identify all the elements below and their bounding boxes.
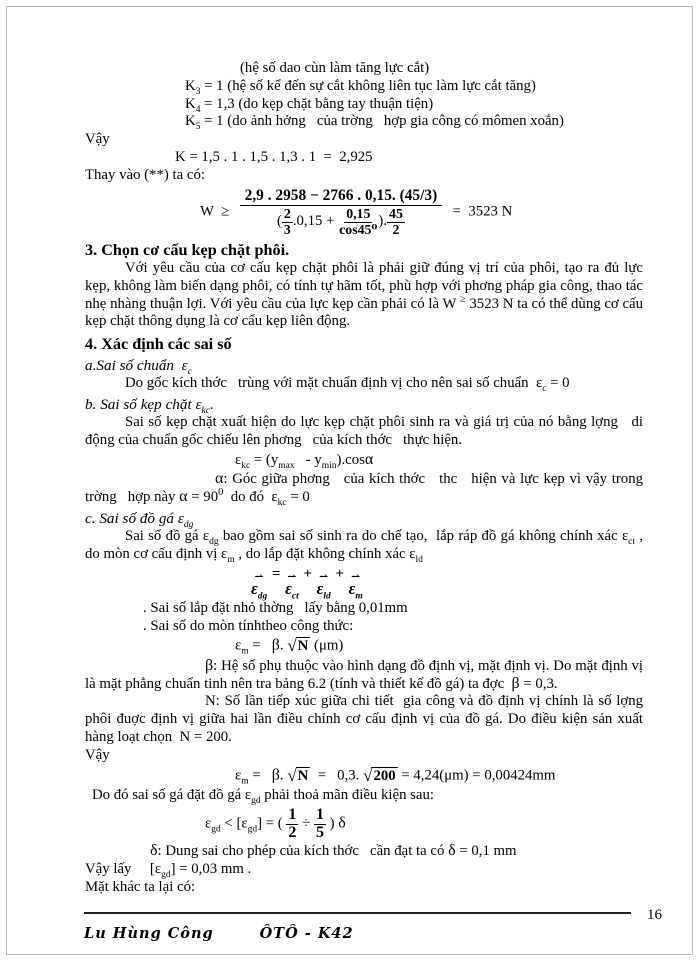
text-run: = 90	[187, 489, 219, 506]
substitute-line	[85, 167, 643, 185]
vector-arrow: ⇀	[319, 571, 329, 584]
k5-line	[185, 113, 643, 131]
fraction	[387, 207, 405, 237]
text-run: ] = 0,03 mm .	[170, 861, 252, 878]
text-run: ε	[195, 396, 202, 414]
greek-symbol: β	[271, 766, 280, 784]
radicand: N	[297, 767, 309, 784]
text-run: .	[279, 767, 288, 784]
fraction-numerator: 0,15	[346, 206, 371, 222]
subscript: m	[241, 646, 249, 657]
vector-arrow: ⇀	[287, 571, 297, 584]
text-run: ε	[174, 357, 188, 375]
vay-line-1	[85, 131, 643, 149]
fraction	[286, 807, 298, 842]
formula-egd-condition	[205, 807, 643, 842]
subscript: ld	[323, 591, 331, 602]
text-run: ] = (	[257, 815, 287, 832]
footer-signature-row	[84, 925, 662, 942]
vector-base	[285, 579, 299, 602]
vector-epsilon	[348, 571, 363, 602]
text-run: ε	[235, 637, 242, 654]
text-run: = 0,3.	[519, 675, 558, 692]
subscript: ld	[415, 554, 423, 565]
square-root	[363, 767, 398, 785]
subscript: kc	[277, 498, 287, 509]
subscript: max	[278, 460, 295, 471]
section-3-paragraph	[85, 260, 647, 331]
text-run: = (y	[250, 451, 279, 468]
square-root	[287, 767, 310, 785]
epsilon: ε	[251, 579, 258, 599]
radical-sign: √	[287, 765, 297, 785]
wear-error-note	[143, 618, 643, 636]
greek-symbol: β	[271, 636, 280, 654]
subscript: min	[321, 460, 337, 471]
subscript: 4	[195, 104, 201, 115]
k2-note-line	[240, 60, 643, 78]
italic-text-run: c. Sai số đồ gá	[85, 510, 178, 528]
text-run: ε	[177, 510, 184, 528]
text-run: Sai số kẹp chặt xuất hiện do lực kẹp chặt phôi sinh ra và giá trị của nó bằng lợng di động của chuẩn gốc chiếu lên phơng của kích thớc thực hiện.	[85, 414, 647, 448]
text-run: 3. Chọn cơ cấu kẹp chặt phôi.	[85, 241, 290, 260]
k-product-line	[175, 149, 643, 167]
text-run: K	[185, 113, 196, 130]
text-run: : Dung sai cho phép của kích thớc cần đạt ta có	[157, 843, 449, 860]
text-run: , do mòn cơ cấu định vị ε	[85, 528, 647, 562]
k3-line	[185, 78, 643, 96]
vector-epsilon	[285, 571, 299, 602]
text-run: = 0,1 mm	[455, 843, 517, 860]
text-run: 4. Xác định các sai số	[85, 335, 232, 354]
text-run: = 1 (hệ số kể đến sự cắt không liên tục làm lực cắt tăng)	[200, 77, 536, 94]
text-run: .	[279, 637, 288, 654]
text-run: .0,15 +	[292, 213, 339, 230]
text-run: ε	[235, 767, 242, 784]
subsection-a-paragraph	[85, 375, 643, 393]
text-run: )	[325, 815, 339, 832]
text-run: 3523 N ta có thể dùng cơ cấu kẹp chặt thông dụng là cơ cấu kẹp liên động.	[85, 295, 647, 330]
text-run: Do đó sai số gá đặt đồ gá ε	[92, 786, 252, 803]
subsection-c-paragraph	[85, 528, 647, 565]
section-3-heading	[85, 240, 643, 260]
subsection-a-heading	[85, 356, 643, 378]
k4-line	[185, 96, 643, 114]
text-run: N: Số lần tiếp xúc giữa chi tiết gia công và đồ định vị chính là số lợng phôi đuợc định vị giữa hai lần điều chỉnh cơ cấu định vị của đồ gá. Do điều kiện sản xuất hàng loạt chọn N = 200.	[85, 693, 655, 745]
vector-base	[316, 579, 331, 602]
text-run: Thay vào (**) ta có:	[85, 166, 205, 183]
greek-symbol: β	[205, 656, 214, 674]
radical-sign: √	[363, 765, 373, 785]
vector-epsilon	[316, 571, 331, 602]
subscript: dg	[209, 536, 219, 547]
subscript: dg	[257, 591, 268, 602]
bold-text-run: +	[331, 565, 348, 582]
subscript: m	[227, 554, 235, 565]
formula-ekc	[235, 452, 643, 470]
displayed-fraction-denominator	[277, 206, 405, 237]
text-run: =	[248, 767, 272, 784]
class-tag: ÔTÔ - K42	[259, 925, 354, 942]
text-run: : Hệ số phụ thuộc vào hình dạng đồ định vị, mặt định vị. Do mặt định vị là mặt phẳng chuẩn tinh nên tra bảng 6.2 (tính và thiết kế đồ gá) ta đợc	[85, 657, 647, 692]
vector-arrow: ⇀	[351, 571, 361, 584]
fraction-numerator: 1	[288, 805, 297, 823]
text-run: ).cos	[336, 451, 365, 468]
text-run: (μm)	[310, 637, 344, 654]
radical-sign: √	[287, 636, 297, 656]
text-run: . Sai số lắp đặt nhỏ thờng lấy bằng 0,01mm	[143, 599, 408, 616]
greek-symbol: δ	[448, 842, 456, 860]
text-run: = 0,3.	[310, 767, 364, 784]
fraction-denominator: cos45⁰	[339, 221, 378, 237]
beta-note-paragraph	[85, 656, 647, 694]
subscript: m	[355, 591, 363, 602]
italic-text-run: .	[209, 396, 214, 414]
fraction	[282, 207, 293, 237]
vector-base	[348, 579, 363, 602]
epsilon: ε	[348, 579, 356, 599]
superscript: 0	[218, 487, 224, 499]
subsection-c-heading	[85, 509, 643, 531]
subscript: ct	[628, 536, 636, 547]
italic-text-run: a.Sai số chuẩn	[85, 357, 175, 375]
subscript: gd	[247, 824, 258, 835]
vector-base	[251, 579, 268, 602]
mat-khac-line	[85, 879, 643, 897]
greek-symbol: δ	[150, 842, 158, 860]
epsilon: ε	[285, 579, 292, 599]
text-run: Với yêu cầu của cơ cấu kẹp chặt phôi là phải giữ đúng vị trí của phôi, tạo ra đủ lực kẹp, không làm biến dạng phôi, có tính tự hãm tốt, phù hợp với phơng pháp gia công, thao tác nhẹ nhàng thuận lợi. Với yêu cầu của lực kẹp cần phải có là W	[85, 260, 647, 312]
page-footer	[84, 907, 662, 942]
greek-symbol: α	[364, 450, 374, 468]
subscript: c	[542, 384, 547, 395]
superscript: ≥	[459, 293, 466, 305]
subscript: kc	[201, 406, 210, 417]
author-signature: Lu Hùng Công	[84, 925, 214, 942]
text-run: ÷	[298, 815, 314, 832]
fraction-denominator: 2	[288, 823, 297, 841]
text-run: (hệ số dao cùn làm tăng lực cắt)	[240, 60, 430, 76]
subscript: gd	[161, 870, 171, 881]
fraction-denominator: 5	[315, 823, 324, 841]
subsection-b-paragraph	[85, 414, 647, 450]
text-run: = 1,3 (do kẹp chặt bằng tay thuận tiện)	[200, 95, 434, 112]
page-number: 16	[647, 907, 662, 923]
greek-symbol: δ	[338, 814, 346, 832]
displayed-fraction-numerator	[240, 187, 443, 207]
bold-text-run: +	[299, 565, 316, 582]
square-root	[287, 637, 310, 655]
text-run: bao gồm sai số sinh ra do chế tạo, lắp ráp đồ gá không chính xác ε	[218, 528, 629, 545]
section-4-heading	[85, 334, 643, 354]
vay-line-2	[85, 747, 643, 765]
vector-epsilon	[251, 571, 268, 602]
subscript: kc	[241, 460, 251, 471]
text-run: : Góc giữa phơng của kích thớc thc hiện và lực kẹp vì vậy trong trờng hợp này	[85, 471, 647, 506]
text-run: - y	[294, 451, 322, 468]
fraction	[338, 207, 378, 237]
subscript: ct	[291, 591, 299, 602]
text-run: =	[248, 637, 272, 654]
text-run: (	[276, 213, 282, 230]
text-run: do đó ε	[223, 489, 278, 506]
fraction-numerator: 45	[389, 206, 403, 222]
alpha-note-paragraph	[85, 470, 647, 509]
text-run: K = 1,5 . 1 . 1,5 . 1,3 . 1 = 2,925	[175, 148, 373, 165]
install-error-note	[143, 600, 643, 618]
radicand: 200	[373, 767, 396, 784]
text-run: K	[185, 95, 196, 112]
subscript: gd	[251, 795, 261, 806]
text-run: , do lắp đặt không chính xác ε	[234, 545, 416, 562]
text-run: = 4,24(μm) = 0,00424mm	[397, 767, 556, 784]
formula-clamping-force	[200, 187, 643, 237]
footer-rule-row	[84, 907, 662, 924]
text-run: = 0	[286, 489, 310, 506]
subscript: c	[187, 367, 192, 378]
text-run: = 0	[546, 375, 570, 392]
fraction-numerator: 2	[283, 206, 291, 222]
subscript: m	[241, 776, 249, 787]
subsection-b-heading	[85, 395, 643, 417]
text-run: K	[185, 77, 196, 94]
text-run: Vậy lấy [ε	[85, 861, 162, 878]
bold-text-run: 2,9 . 2958 − 2766 . 0,15. (45/3)	[244, 186, 438, 204]
delta-note	[150, 843, 643, 861]
radicand: N	[297, 638, 309, 655]
subscript: 3	[195, 86, 201, 97]
greek-symbol: α	[215, 470, 224, 488]
text-run: phải thoả mãn điều kiện sau:	[260, 786, 435, 803]
text-run: Do gốc kích thớc trùng với mặt chuẩn định vị cho nên sai số chuẩn ε	[125, 375, 543, 392]
formula-em-value	[235, 767, 643, 785]
subscript: dg	[183, 520, 194, 531]
text-run: Vậy	[85, 131, 110, 148]
n-note-paragraph	[85, 693, 655, 746]
vay-lay-line	[85, 861, 643, 879]
epsilon: ε	[316, 579, 324, 599]
egd-condition-intro	[92, 787, 643, 805]
fraction-denominator: 3	[283, 221, 291, 237]
fraction	[314, 807, 326, 842]
fraction-denominator: 2	[392, 221, 400, 237]
subscript: 5	[195, 122, 201, 133]
greek-symbol: α	[179, 488, 188, 506]
text-run: ε	[205, 815, 212, 832]
text-run: = 3523 N	[445, 203, 513, 220]
text-run: Mặt khác ta lại có:	[85, 878, 196, 895]
text-run: ε	[235, 451, 242, 468]
text-run: = 1 (do ảnh hởng của trờng hợp gia công có mômen xoắn)	[200, 113, 564, 130]
text-run: W ≥	[200, 203, 237, 220]
vector-arrow: ⇀	[254, 571, 264, 584]
text-run: ).	[378, 213, 388, 230]
subscript: gd	[211, 824, 221, 835]
formula-em	[235, 637, 643, 655]
text-run: Sai số đồ gá ε	[125, 528, 210, 545]
fraction-numerator: 1	[315, 805, 324, 823]
footer-rule	[84, 912, 631, 914]
bold-text-run: =	[268, 565, 285, 582]
text-run: Vậy	[85, 746, 110, 763]
italic-text-run: b. Sai số kẹp chặt	[85, 396, 196, 414]
document-body	[85, 60, 655, 897]
greek-symbol: β	[511, 674, 520, 692]
text-run: < [ε	[220, 815, 248, 832]
formula-edg-vector	[250, 565, 643, 602]
text-run: . Sai số do mòn tínhtheo công thức:	[143, 617, 354, 634]
displayed-fraction	[240, 187, 443, 237]
